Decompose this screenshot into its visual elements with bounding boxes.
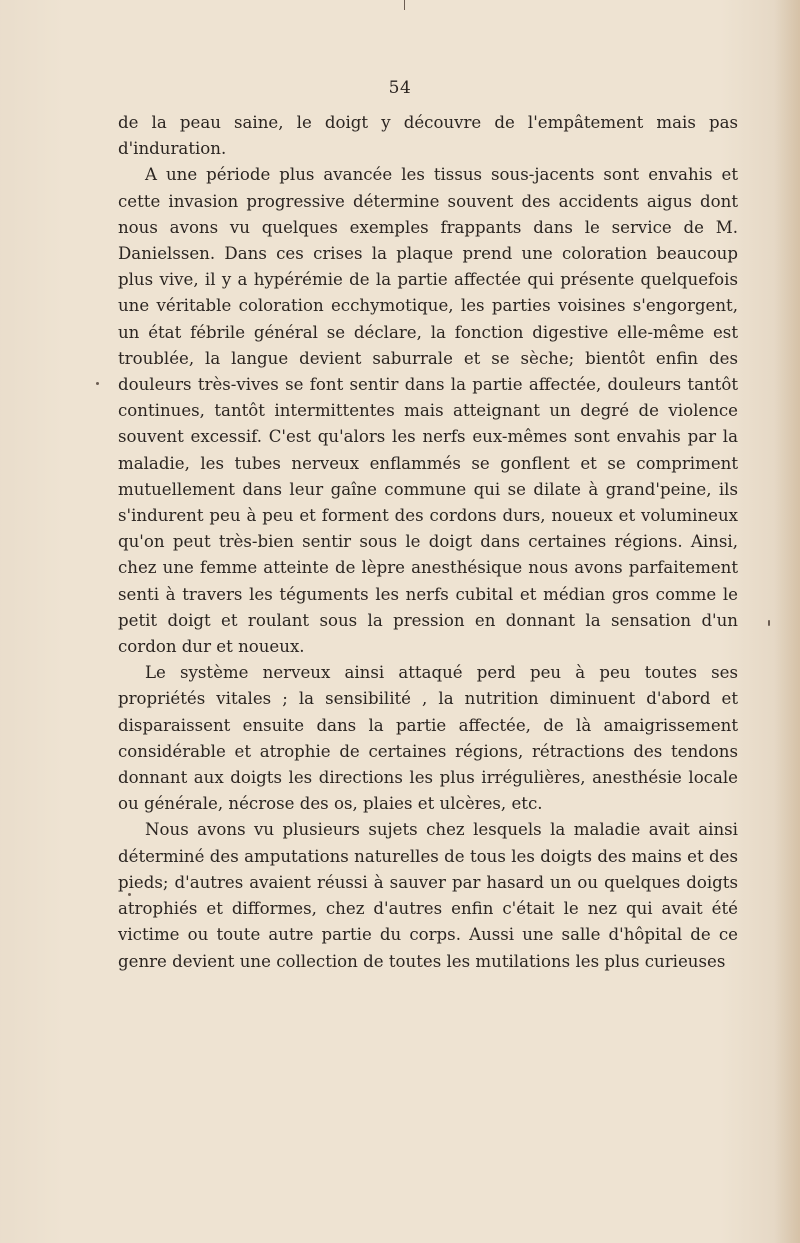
page-edge-shadow [774, 0, 800, 1243]
page-number: 54 [388, 78, 412, 98]
body-text [118, 110, 738, 975]
paragraph: A une période plus avancée les tissus sous-jacents sont envahis et cette invasion progressive détermine souvent des accidents aigus dont nous avons vu quelques exemples frappants dans le service de M. Danielssen. Dans ces crises la plaque prend une coloration beaucoup plus vive, il y a hypérémie de la partie affectée qui présente quelquefois une véritable coloration ecchymotique, les parties voisines s'engorgent, un état fébrile général se déclare, la fonction digestive elle-même est troublée, la langue devient saburrale et se sèche; bientôt enfin des douleurs très-vives se font sentir dans la partie affectée, douleurs tantôt continues, tantôt intermittentes mais atteignant un degré de violence souvent excessif. C'est qu'alors les nerfs eux-mêmes sont envahis par la maladie, les tubes nerveux enflammés se gonflent et se compriment mutuellement dans leur gaîne commune qui se dilate à grand'peine, ils s'indurent peu à peu et forment des cordons durs, noueux et volumineux qu'on peut très-bien sentir sous le doigt dans certaines régions. Ainsi, chez une femme atteinte de lèpre anesthésique nous avons parfaitement senti à travers les téguments les nerfs cubital et médian gros comme le petit doigt et roulant sous la pression en donnant la sensation d'un cordon dur et noueux. [118, 165, 738, 657]
paragraph: Nous avons vu plusieurs sujets chez lesquels la maladie avait ainsi déterminé des amputations naturelles de tous les doigts des mains et des pieds; d'autres avaient réussi à sauver par hasard un ou quelques doigts atrophiés et difformes, chez d'autres enfin c'était le nez qui avait été victime ou toute autre partie du corps. Aussi une salle d'hôpital de ce genre devient une collection de toutes les mutilations les plus curieuses [118, 820, 738, 971]
stray-ink-mark [404, 0, 405, 10]
paragraph: Le système nerveux ainsi attaqué perd peu à peu toutes ses propriétés vitales ; la sensibilité , la nutrition diminuent d'abord et disparaissent ensuite dans la partie affectée, de là amaigrissement considérable et atrophie de certaines régions, rétractions des tendons donnant aux doigts les directions les plus irrégulières, anesthésie locale ou générale, nécrose des os, plaies et ulcères, etc. [118, 663, 738, 814]
stray-ink-dot [96, 382, 99, 385]
paragraph: de la peau saine, le doigt y découvre de l'empâtement mais pas d'induration. [118, 113, 738, 159]
stray-ink-dot [768, 620, 770, 626]
